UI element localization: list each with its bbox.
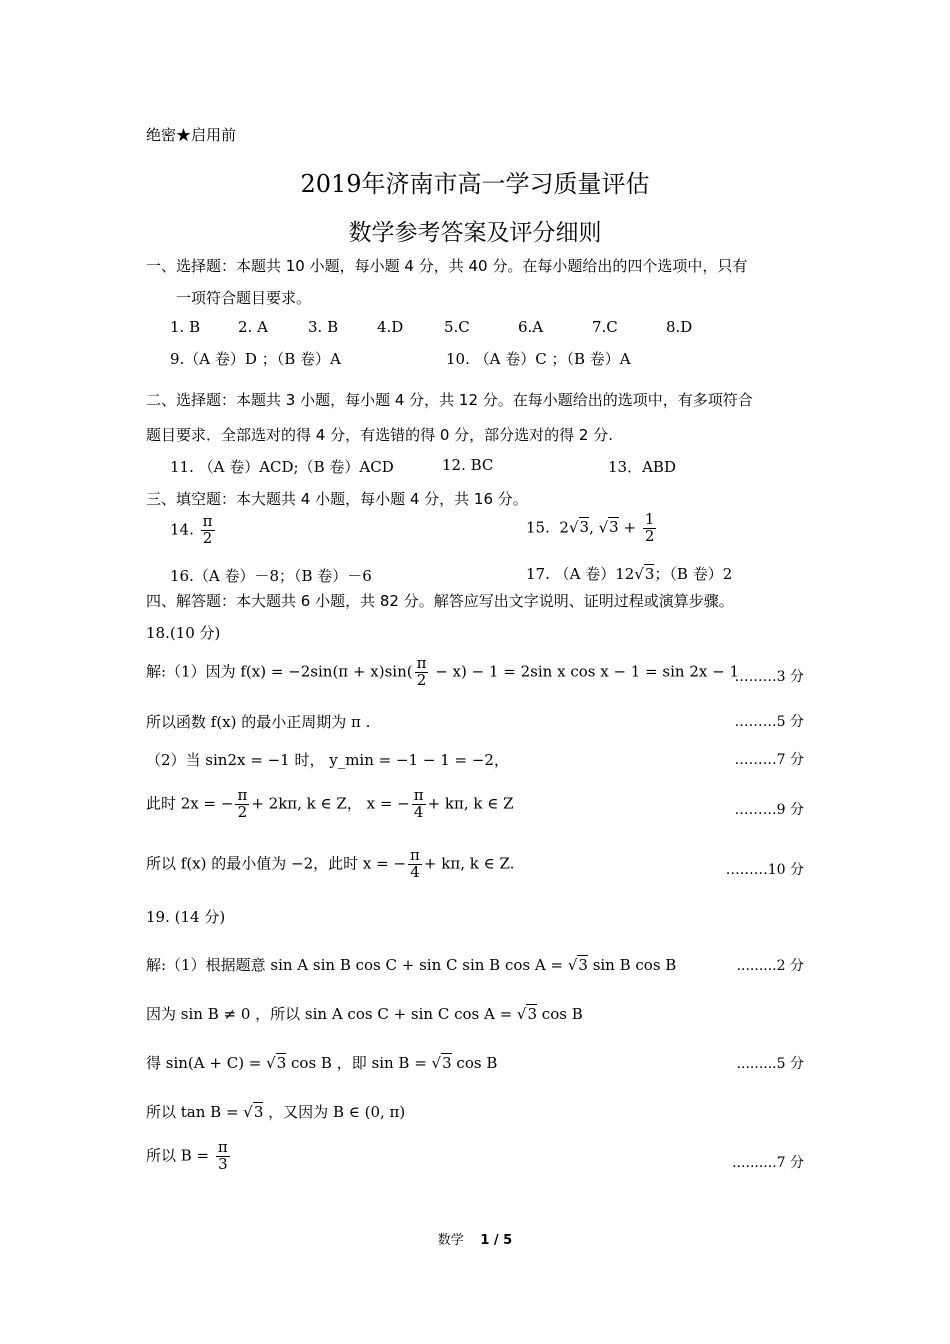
q19-line1-points: .........2 分 [736,958,804,974]
answer-15-fraction [643,512,657,545]
answer-6: 6.A [518,318,544,336]
q18-line1-points: ………3 分 [734,669,804,685]
sqrt-radicand: 3 [276,1054,287,1072]
q19-line4: 所以 tan B = √3 ，又因为 B ∈ (0, π) [146,1103,406,1121]
q19-line5: 所以 B = $\frac{\pi}{3}$ [146,1138,228,1173]
sqrt-radicand: 3 [644,565,655,583]
sqrt-radicand: 3 [253,1103,264,1121]
section2-heading-line1: 二、选择题：本题共 3 小题，每小题 4 分，共 12 分。在每小题给出的选项中，有多项符合 [146,391,753,409]
page-footer [0,1229,950,1248]
q19-line3: 得 sin(A + C) = √3 cos B ，即 sin B = √3 cos B [146,1054,498,1072]
section2-heading-line2: 题目要求．全部选对的得 4 分，有选错的得 0 分，部分选对的得 2 分. [146,426,614,444]
answer-1: 1. B [170,318,201,336]
q19-title: 19. (14 分) [146,908,226,926]
q19-line3-points: .........5 分 [736,1056,804,1072]
footer-subject: 数学 [437,1233,464,1248]
answer-14-fraction [201,514,215,547]
q19-line1: 解:（1）根据题意 sin A sin B cos C + sin C sin B cos A = √3 sin B cos B [146,956,677,974]
answer-14-label: 14. [170,520,194,539]
section1-heading-line1: 一、选择题：本题共 10 小题，每小题 4 分，共 40 分。在每小题给出的四个选项中，只有 [146,257,748,275]
page-number: 1 / 5 [480,1233,513,1248]
q18-line2-points: ………5 分 [734,714,804,730]
answer-16: 16.（A 卷）－8；（B 卷）－6 [170,567,372,585]
fraction: $\frac{\pi}{4}$ [413,786,424,821]
fraction: $\frac{\pi}{2}$ [416,654,427,689]
answer-17: 17. （A 卷）12√3；（B 卷）2 [526,565,733,583]
answer-8: 8.D [666,318,693,336]
answer-7: 7.C [592,318,618,336]
answer-2: 2. A [238,318,268,336]
sqrt-radicand: 3 [609,518,619,537]
section4-heading: 四、解答题：本大题共 6 小题，共 82 分。解答应写出文字说明、证明过程或演算步骤。 [146,592,734,610]
q18-line3-points: ………7 分 [734,752,804,768]
confidential-label: 绝密★启用前 [146,126,237,144]
q18-line4: 此时 2x = − $\frac{\pi}{2}$ + 2kπ, k ∈ Z， x = − $\frac{\pi}{4}$ + kπ, k ∈ Z [146,786,514,821]
sqrt-radicand: 3 [527,1005,538,1023]
answer-15: 15. 2√3, √3 + $\frac{1}{2}$ [526,510,655,545]
page-subtitle: 数学参考答案及评分细则 [348,220,602,246]
q18-line5-points: ………10 分 [725,862,804,878]
q18-line1: 解:（1）因为 f(x) = −2sin(π + x)sin( $\frac{\pi}{2}$ − x) − 1 = 2sin x cos x − 1 = sin 2x − 1 [146,654,740,689]
fraction-numerator: π [202,512,213,530]
sqrt-radicand: 3 [442,1054,452,1072]
fraction-denominator: 2 [644,526,655,545]
answer-10: 10. （A 卷）C ；（B 卷）A [446,350,631,368]
answer-15-label: 15. [526,518,550,537]
answer-9: 9.（A 卷）D ；（B 卷）A [170,350,341,368]
section1-heading-line2: 一项符合题目要求。 [176,289,312,307]
answer-11: 11. （A 卷）ACD;（B 卷）ACD [170,458,394,476]
answer-5: 5.C [444,318,470,336]
sqrt-radicand: 3 [579,518,590,537]
q18-title: 18.(10 分) [146,624,221,642]
answer-13: 13．ABD [608,458,676,476]
sqrt-radicand: 3 [578,956,588,974]
q18-line4-points: ………9 分 [734,802,804,818]
q18-line3: （2）当 sin2x = −1 时， y_min = −1 − 1 = −2， [146,751,509,769]
fraction: $\frac{\pi}{2}$ [237,786,248,821]
q18-line2: 所以函数 f(x) 的最小正周期为 π . [146,713,371,731]
fraction: $\frac{\pi}{3}$ [217,1138,228,1173]
fraction-numerator: 1 [644,510,655,528]
answer-12: 12. BC [442,456,494,474]
fraction-denominator: 2 [202,528,213,547]
page-title: 2019年济南市高一学习质量评估 [300,170,650,198]
q18-line5: 所以 f(x) 的最小值为 −2，此时 x = − $\frac{\pi}{4}$ + kπ, k ∈ Z. [146,846,515,881]
q19-line2: 因为 sin B ≠ 0 ，所以 sin A cos C + sin C cos A = √3 cos B [146,1005,583,1023]
fraction: $\frac{\pi}{4}$ [410,846,420,881]
q19-line5-points: ..........7 分 [732,1155,804,1171]
section3-heading: 三、填空题：本大题共 4 小题，每小题 4 分，共 16 分。 [146,490,528,508]
answer-14 [170,514,217,547]
answer-4: 4.D [377,318,404,336]
answer-3: 3. B [308,318,339,336]
